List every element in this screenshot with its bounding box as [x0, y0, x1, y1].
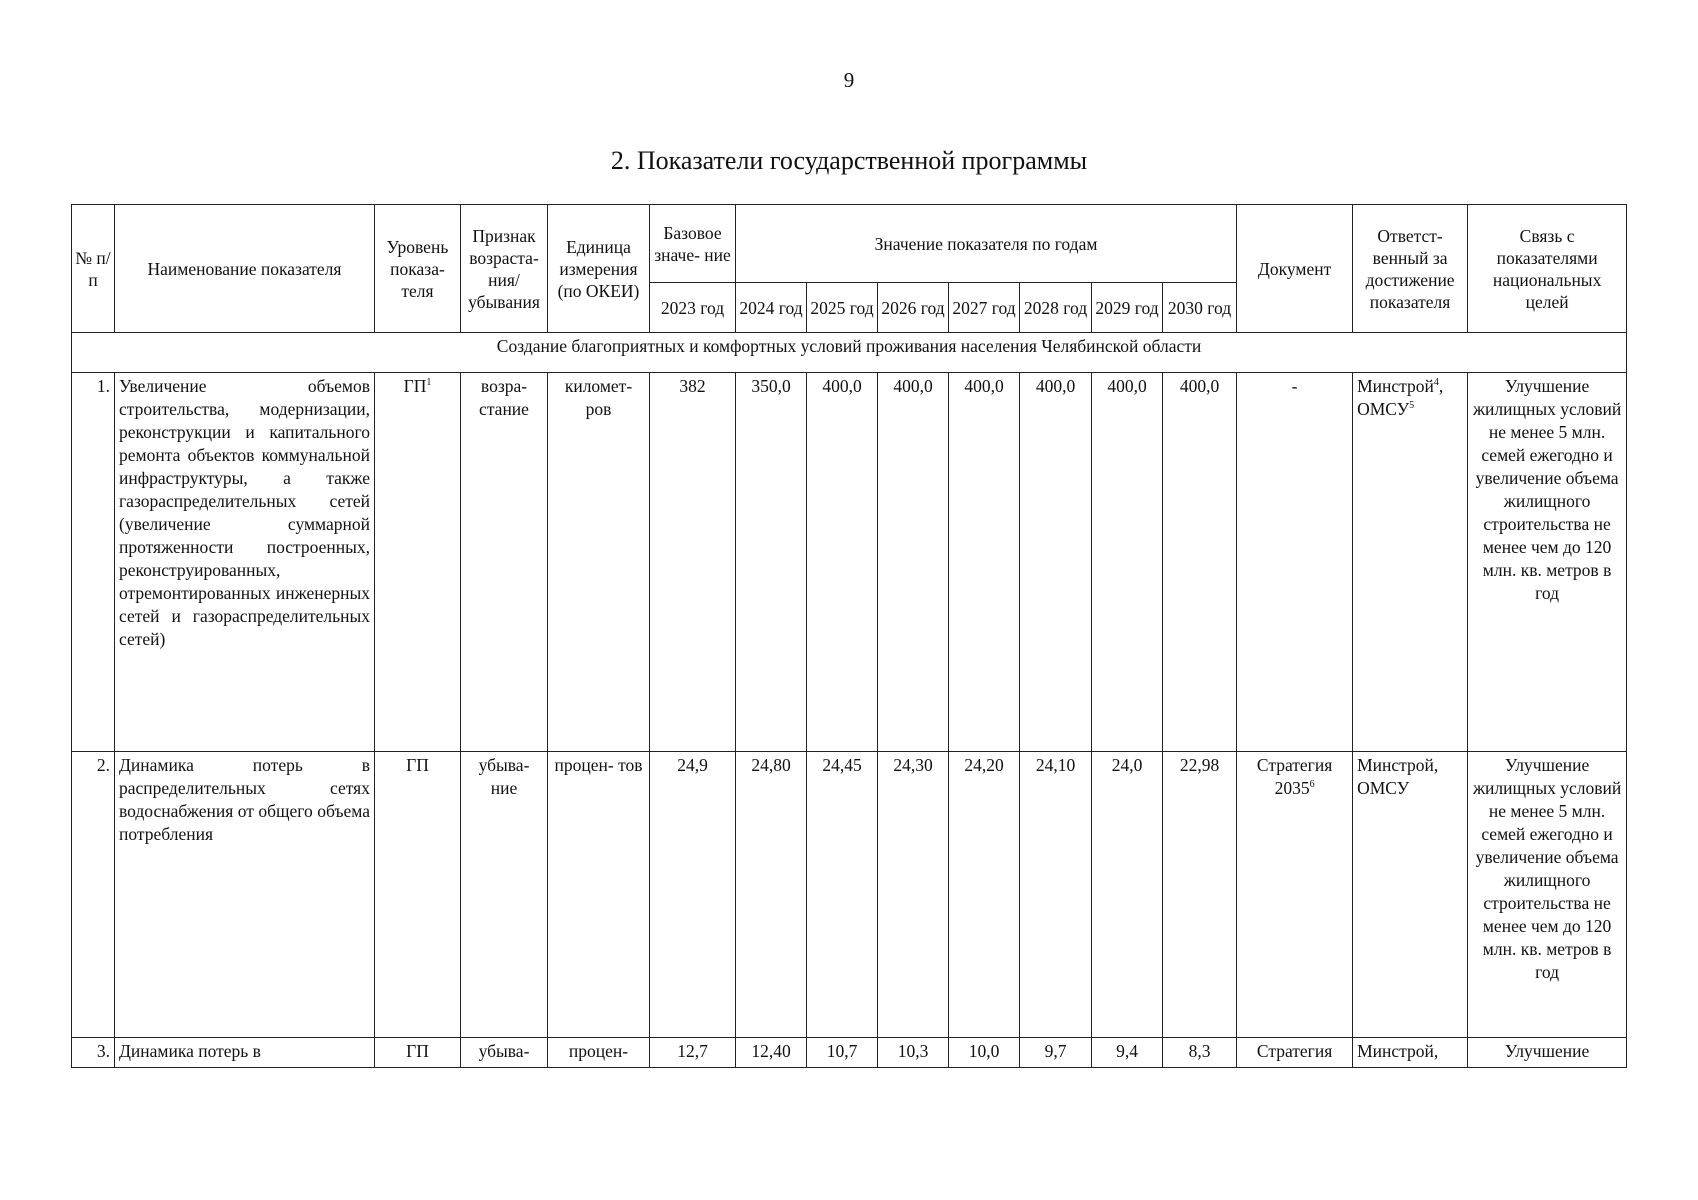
- base-value: 24,9: [650, 752, 736, 1038]
- year-value: 350,0: [736, 373, 807, 752]
- indicator-unit: процен-: [548, 1038, 650, 1068]
- header-no: № п/п: [72, 205, 115, 333]
- base-value: 382: [650, 373, 736, 752]
- header-level: Уровень показа- теля: [375, 205, 461, 333]
- header-year: 2024 год: [736, 283, 807, 333]
- indicator-trend: убыва- ние: [461, 752, 548, 1038]
- indicator-name: Динамика потерь в: [115, 1038, 375, 1068]
- header-name: Наименование показателя: [115, 205, 375, 333]
- year-value: 400,0: [1092, 373, 1163, 752]
- year-value: 8,3: [1163, 1038, 1237, 1068]
- year-value: 12,40: [736, 1038, 807, 1068]
- year-value: 24,80: [736, 752, 807, 1038]
- header-base-year: 2023 год: [650, 283, 736, 333]
- indicator-unit: километ- ров: [548, 373, 650, 752]
- footnote-marker: 6: [1309, 779, 1315, 791]
- national-goal-link: Улучшение: [1468, 1038, 1627, 1068]
- year-value: 24,45: [807, 752, 878, 1038]
- header-year: 2026 год: [878, 283, 949, 333]
- header-values-by-year: Значение показателя по годам: [736, 205, 1237, 283]
- indicator-level: ГП: [375, 1038, 461, 1068]
- footnote-marker: 4: [1433, 377, 1439, 389]
- header-trend: Признак возраста- ния/ убывания: [461, 205, 548, 333]
- year-value: 24,10: [1020, 752, 1092, 1038]
- document-ref: -: [1237, 373, 1353, 752]
- page-number: 9: [843, 68, 855, 92]
- row-number: 3.: [72, 1038, 115, 1068]
- year-value: 22,98: [1163, 752, 1237, 1038]
- responsible: Минстрой$^4$, ОМСУ$^5$: [1353, 373, 1468, 752]
- table-row: [72, 373, 1627, 752]
- national-goal-link: Улучшение жилищных условий не менее 5 млн. семей ежегодно и увеличение объема жилищного строительства не менее чем до 120 млн. кв. метров в год: [1468, 373, 1627, 752]
- indicator-name: Динамика потерь в распределительных сетях водоснабжения от общего объема потребления: [115, 752, 375, 1038]
- indicator-unit: процен- тов: [548, 752, 650, 1038]
- header-year: 2029 год: [1092, 283, 1163, 333]
- year-value: 10,0: [949, 1038, 1020, 1068]
- header-year: 2025 год: [807, 283, 878, 333]
- row-number: 1.: [72, 373, 115, 752]
- year-value: 9,4: [1092, 1038, 1163, 1068]
- header-year: 2028 год: [1020, 283, 1092, 333]
- year-value: 24,30: [878, 752, 949, 1038]
- section-heading: Создание благоприятных и комфортных условий проживания населения Челябинской области: [72, 333, 1627, 373]
- responsible: Минстрой, ОМСУ: [1353, 752, 1468, 1038]
- year-value: 400,0: [878, 373, 949, 752]
- header-year: 2030 год: [1163, 283, 1237, 333]
- year-value: 400,0: [807, 373, 878, 752]
- table-row: [72, 752, 1627, 1038]
- responsible: Минстрой,: [1353, 1038, 1468, 1068]
- header-document: Документ: [1237, 205, 1353, 333]
- row-number: 2.: [72, 752, 115, 1038]
- footnote-marker: 5: [1409, 400, 1415, 412]
- national-goal-link: Улучшение жилищных условий не менее 5 млн. семей ежегодно и увеличение объема жилищного строительства не менее чем до 120 млн. кв. метров в год: [1468, 752, 1627, 1038]
- indicator-level: ГП: [375, 752, 461, 1038]
- base-value: 12,7: [650, 1038, 736, 1068]
- document-ref: Стратегия 2035$^6$: [1237, 752, 1353, 1038]
- indicator-level: $ГП^1$: [375, 373, 461, 752]
- indicator-trend: убыва-: [461, 1038, 548, 1068]
- header-unit: Единица измерения (по ОКЕИ): [548, 205, 650, 333]
- header-link: Связь с показателями национальных целей: [1468, 205, 1627, 333]
- indicators-table: [71, 204, 1627, 1068]
- year-value: 24,0: [1092, 752, 1163, 1038]
- document-title: 2. Показатели государственной программы: [610, 146, 1088, 175]
- year-value: 400,0: [1020, 373, 1092, 752]
- footnote-marker: 1: [426, 377, 432, 389]
- year-value: 24,20: [949, 752, 1020, 1038]
- year-value: 400,0: [949, 373, 1020, 752]
- year-value: 400,0: [1163, 373, 1237, 752]
- year-value: 10,7: [807, 1038, 878, 1068]
- header-year: 2027 год: [949, 283, 1020, 333]
- year-value: 9,7: [1020, 1038, 1092, 1068]
- indicator-trend: возра- стание: [461, 373, 548, 752]
- indicator-name: Увеличение объемов строительства, модернизации, реконструкции и капитального ремонта объектов коммунальной инфраструктуры, а также газораспределительных сетей (увеличение суммарной протяженности построенных, реконструированных, отремонтированных инженерных сетей и газораспределительных сетей): [115, 373, 375, 752]
- header-base: Базовое значе- ние: [650, 205, 736, 283]
- document-ref: Стратегия: [1237, 1038, 1353, 1068]
- year-value: 10,3: [878, 1038, 949, 1068]
- table-row: [72, 1038, 1627, 1068]
- header-responsible: Ответст- венный за достижение показателя: [1353, 205, 1468, 333]
